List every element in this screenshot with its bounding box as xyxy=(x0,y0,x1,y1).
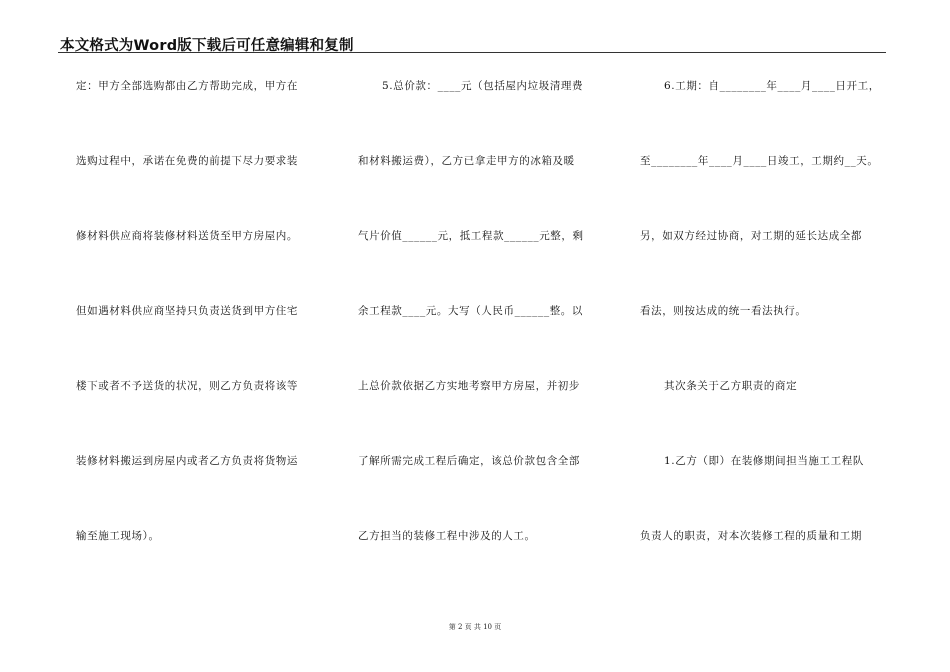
text-line: 了解所需完成工程后确定，该总价款包含全部 xyxy=(358,455,580,467)
text-line: 上总价款依据乙方实地考察甲方房屋，并初步 xyxy=(358,380,580,392)
text-line: 选购过程中，承诺在免费的前提下尽力要求装 xyxy=(76,155,298,167)
text-line: 输至施工现场）。 xyxy=(76,530,160,542)
text-line: 6.工期：自________年____月____日开工， xyxy=(664,80,880,92)
page-number: 第 2 页 共 10 页 xyxy=(448,623,502,631)
document-header: 本文格式为Word版下载后可任意编辑和复制 xyxy=(60,38,354,54)
text-column-3 xyxy=(640,76,890,601)
header-divider xyxy=(58,52,886,53)
text-line: 另，如双方经过协商，对工期的延长达成全都 xyxy=(640,230,862,242)
text-line: 气片价值______元，抵工程款______元整，剩 xyxy=(358,230,584,242)
text-line: 余工程款____元。大写（人民币______整。以 xyxy=(358,305,583,317)
text-column-2 xyxy=(358,76,608,601)
text-line: 修材料供应商将装修材料送货至甲方房屋内。 xyxy=(76,230,298,242)
text-line: 至________年____月____日竣工，工期约__天。 xyxy=(640,155,879,167)
section-heading: 其次条关于乙方职责的商定 xyxy=(664,380,798,392)
text-line: 5.总价款：____元（包括屋内垃圾清理费 xyxy=(382,80,584,92)
text-line: 装修材料搬运到房屋内或者乙方负责将货物运 xyxy=(76,455,298,467)
text-line: 定：甲方全部选购都由乙方帮助完成，甲方在 xyxy=(76,80,298,92)
text-line: 1.乙方（即）在装修期间担当施工工程队 xyxy=(664,455,864,467)
text-column-1 xyxy=(76,76,326,601)
text-line: 但如遇材料供应商坚持只负责送货到甲方住宅 xyxy=(76,305,298,317)
text-line: 负责人的职责，对本次装修工程的质量和工期 xyxy=(640,530,862,542)
text-line: 看法，则按达成的统一看法执行。 xyxy=(640,305,807,317)
text-line: 楼下或者不予送货的状况，则乙方负责将该等 xyxy=(76,380,298,392)
text-line: 乙方担当的装修工程中涉及的人工。 xyxy=(358,530,536,542)
text-line: 和材料搬运费），乙方已拿走甲方的冰箱及暖 xyxy=(358,155,575,167)
